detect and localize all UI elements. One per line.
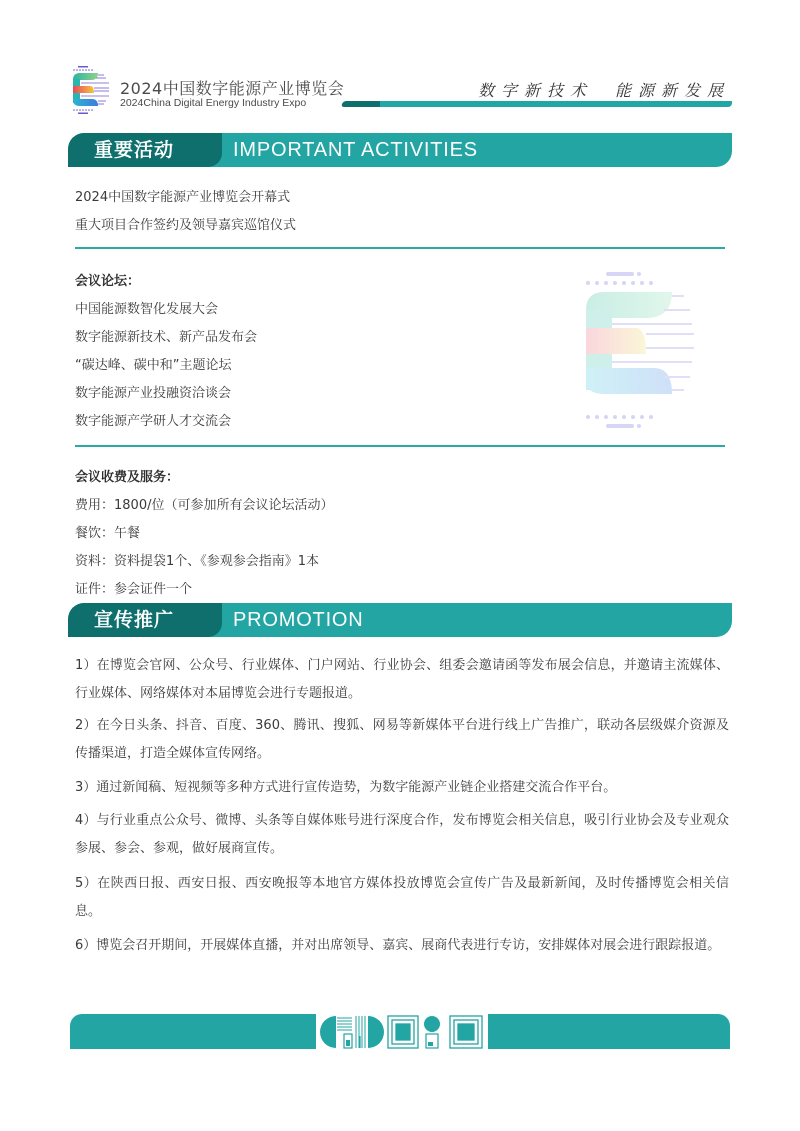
divider <box>75 445 725 447</box>
slogan-part-2: 能源新发展 <box>614 81 730 100</box>
forums-heading: 会议论坛： <box>75 274 141 289</box>
section-title-en: PROMOTION <box>233 609 364 631</box>
event-item: 2024中国数字能源产业博览会开幕式 <box>75 190 291 205</box>
forum-item: 数字能源产业投融资洽谈会 <box>75 386 232 401</box>
section-title-en: IMPORTANT ACTIVITIES <box>233 139 478 161</box>
footer-band-left <box>70 1014 316 1049</box>
section-banner-promotion <box>68 603 732 637</box>
divider <box>75 247 725 249</box>
promo-paragraph: 1）在博览会官网、公众号、行业媒体、门户网站、行业协会、组委会邀请函等发布展会信息，并邀请主流媒体、行业媒体、网络媒体对本届博览会进行专题报道。 <box>75 658 729 701</box>
section-banner-activities <box>68 133 732 167</box>
promo-paragraph: 6）博览会召开期间，开展媒体直播，并对出席领导、嘉宾、展商代表进行专访，安排媒体对展会进行跟踪报道。 <box>75 938 721 953</box>
forum-item: 中国能源数智化发展大会 <box>75 302 219 317</box>
fee-item: 证件：参会证件一个 <box>75 582 193 597</box>
wind-turbine-icon <box>356 1016 384 1048</box>
section-title-cn: 宣传推广 <box>68 603 222 637</box>
industry-icon <box>424 1016 440 1048</box>
promo-paragraph: 2）在今日头条、抖音、百度、360、腾讯、搜狐、网易等新媒体平台进行线上广告推广，联动各层级媒介资源及传播渠道，打造全媒体宣传网络。 <box>75 718 729 761</box>
promo-paragraph: 5）在陕西日报、西安日报、西安晚报等本地官方媒体投放博览会宣传广告及最新新闻，及时传播博览会相关信息。 <box>75 876 729 919</box>
slogan-part-1: 数字新技术 <box>477 81 593 100</box>
expo-e-logo-icon <box>72 66 110 114</box>
footer-band-right <box>488 1014 730 1049</box>
oil-pump-icon <box>450 1016 482 1048</box>
fees-heading: 会议收费及服务： <box>75 470 180 485</box>
promo-paragraph: 3）通过新闻稿、短视频等多种方式进行宣传造势，为数字能源产业链企业搭建交流合作平台。 <box>75 780 617 795</box>
fee-item: 费用：1800/位（可参加所有会议论坛活动） <box>75 498 334 513</box>
header-accent-bar <box>380 101 732 107</box>
section-title-cn: 重要活动 <box>68 133 222 167</box>
fee-item: 餐饮：午餐 <box>75 526 141 541</box>
forum-item: 数字能源产学研人才交流会 <box>75 414 232 429</box>
robot-icon <box>388 1016 418 1048</box>
fee-item: 资料：资料提袋1个、《参观参会指南》1本 <box>75 554 320 569</box>
event-item: 重大项目合作签约及领导嘉宾巡馆仪式 <box>75 218 297 233</box>
forum-item: “碳达峰、碳中和”主题论坛 <box>75 358 232 373</box>
expo-title-en: 2024China Digital Energy Industry Expo <box>120 97 307 109</box>
expo-title-cn: 2024中国数字能源产业博览会 <box>120 79 345 98</box>
slogan <box>478 78 730 101</box>
forum-item: 数字能源新技术、新产品发布会 <box>75 330 258 345</box>
footer-icon-strip <box>318 1014 486 1050</box>
page-header <box>68 64 732 116</box>
expo-e-watermark-icon <box>584 270 694 430</box>
energy-storage-icon <box>320 1016 352 1048</box>
promo-paragraph: 4）与行业重点公众号、微博、头条等自媒体账号进行深度合作，发布博览会相关信息，吸引行业协会及专业观众参展、参会、参观，做好展商宣传。 <box>75 813 729 856</box>
